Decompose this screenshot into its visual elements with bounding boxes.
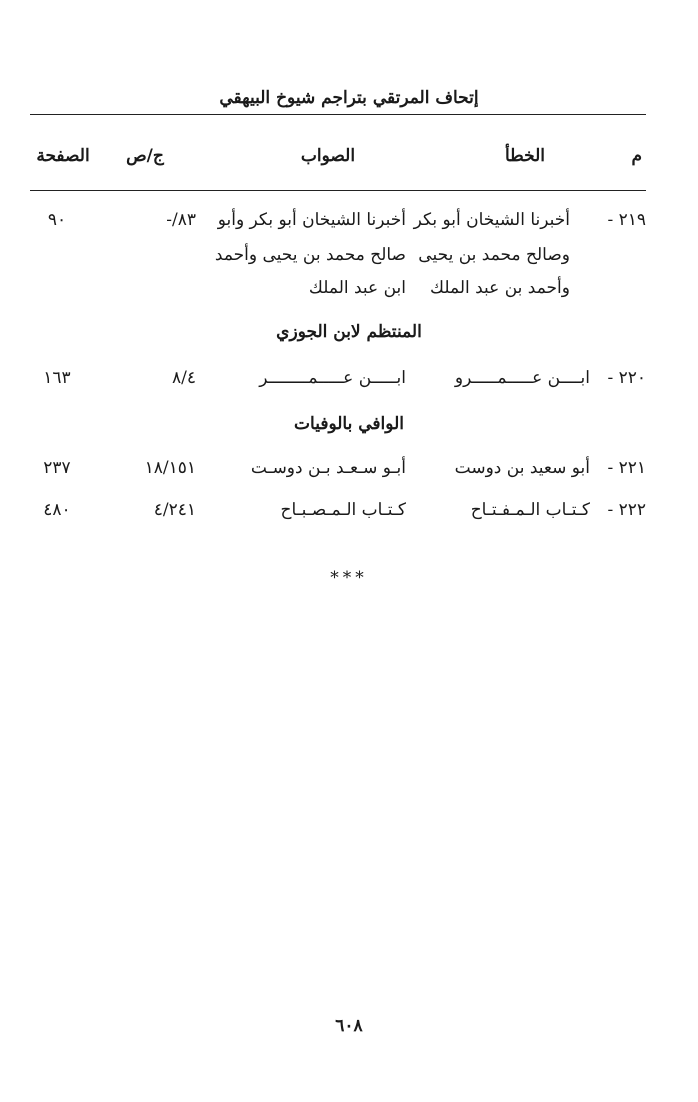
folio-number: ٦٠٨ [335,1016,363,1036]
wrong-text-line: وصالح محمد بن يحيى [418,245,570,265]
volume-page: ٨/٤ [172,368,196,388]
column-header-wrong: الخطأ [504,146,545,166]
section-heading: المنتظم لابن الجوزي [276,322,422,342]
column-header-number: م [631,146,642,166]
wrong-text-line: وأحمد بن عبد الملك [430,278,570,298]
column-header-page: الصفحة [36,146,90,166]
section-heading: الوافي بالوفيات [294,414,404,434]
column-header-rule [30,190,646,191]
row-number: ٢٢٢ - [607,500,646,520]
running-head: إتحاف المرتقي بتراجم شيوخ البيهقي [219,88,479,108]
wrong-text-line: أبو سعيد بن دوست [454,458,590,478]
row-number: ٢١٩ - [607,210,646,230]
page-number: ١٦٣ [43,368,71,388]
correct-text-line: أخبرنا الشيخان أبو بكر وأبو [217,210,406,230]
wrong-text-line: أخبرنا الشيخان أبو بكر [413,210,570,230]
correct-text-line: ابـــــن عـــــمــــــــر [259,368,406,388]
volume-page: ٤/٢٤١ [153,500,196,520]
wrong-text-line: كـتـاب الـمـفـتـاح [470,500,590,520]
page-number: ٤٨٠ [43,500,71,520]
correct-text-line: أبـو سـعـد بـن دوسـت [250,458,406,478]
column-header-volume-page: ج/ص [126,146,164,166]
volume-page: ١٨/١٥١ [144,458,196,478]
correct-text-line: ابن عبد الملك [308,278,406,298]
row-number: ٢٢٠ - [607,368,646,388]
volume-page: -/٨٣ [166,210,196,230]
end-marker: *** [330,568,368,588]
page-number: ٢٣٧ [43,458,71,478]
page-number: ٩٠ [47,210,67,230]
correct-text-line: صالح محمد بن يحيى وأحمد [214,245,406,265]
column-header-correct: الصواب [300,146,356,166]
row-number: ٢٢١ - [607,458,646,478]
correct-text-line: كـتـاب الـمـصـبـاح [280,500,406,520]
wrong-text-line: ابــــن عـــــمـــــرو [454,368,590,388]
header-rule [30,114,646,115]
